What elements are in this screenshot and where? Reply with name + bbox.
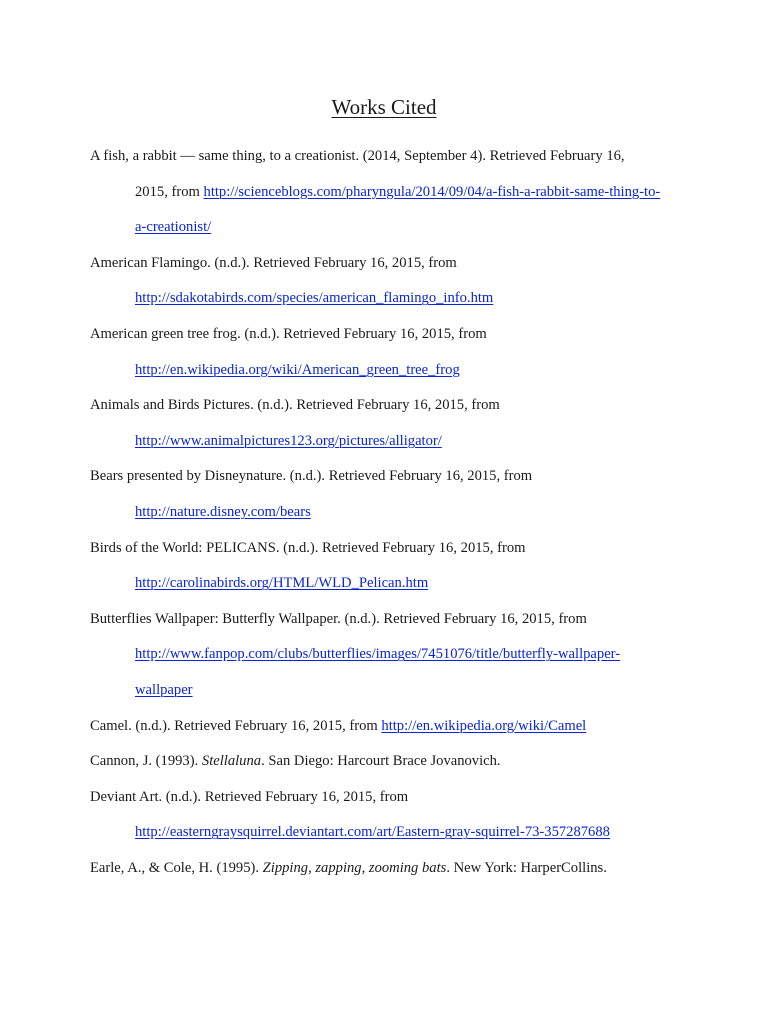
citation-text: American Flamingo. (n.d.). Retrieved February 16, 2015, from xyxy=(90,254,457,271)
citation-entry xyxy=(90,388,690,459)
citation-line xyxy=(135,210,690,246)
citation-link-continued[interactable]: a-creationist/ xyxy=(135,219,212,236)
citation-title-italic: Stellaluna xyxy=(201,753,262,770)
citation-link[interactable]: http://www.fanpop.com/clubs/butterflies/images/7451076/title/butterfly-wallpaper- xyxy=(135,646,621,663)
citation-text: Deviant Art. (n.d.). Retrieved February 16, 2015, from xyxy=(90,788,409,805)
citation-line xyxy=(90,851,690,887)
citation-link-continued[interactable]: wallpaper xyxy=(135,681,193,698)
citation-entry xyxy=(90,139,690,246)
works-cited-list xyxy=(90,139,690,886)
citation-link[interactable]: http://www.animalpictures123.org/pictures/alligator/ xyxy=(135,432,442,449)
citation-link[interactable]: http://scienceblogs.com/pharyngula/2014/09/04/a-fish-a-rabbit-same-thing-to- xyxy=(203,183,661,200)
citation-link[interactable]: http://sdakotabirds.com/species/american_flamingo_info.htm xyxy=(135,290,494,307)
citation-text: . New York: HarperCollins. xyxy=(446,859,607,876)
citation-entry xyxy=(90,744,690,780)
citation-text: Butterflies Wallpaper: Butterfly Wallpaper. (n.d.). Retrieved February 16, 2015, from xyxy=(90,610,587,627)
citation-text: Bears presented by Disneynature. (n.d.). Retrieved February 16, 2015, from xyxy=(90,468,533,485)
citation-entry xyxy=(90,246,690,317)
citation-entry xyxy=(90,851,690,887)
citation-entry xyxy=(90,459,690,530)
citation-line xyxy=(135,495,690,531)
citation-link[interactable]: http://carolinabirds.org/HTML/WLD_Pelican.htm xyxy=(135,575,429,592)
citation-link[interactable]: http://en.wikipedia.org/wiki/American_green_tree_frog xyxy=(135,361,460,378)
citation-text: 2015, from xyxy=(135,183,204,200)
citation-entry xyxy=(90,709,690,745)
citation-line xyxy=(135,424,690,460)
citation-line xyxy=(135,673,690,709)
citation-link[interactable]: http://nature.disney.com/bears xyxy=(135,503,311,520)
citation-link[interactable]: http://easterngraysquirrel.deviantart.com/art/Eastern-gray-squirrel-73-357287688 xyxy=(135,824,610,841)
citation-line xyxy=(135,353,690,389)
citation-entry xyxy=(90,780,690,851)
citation-text: Animals and Birds Pictures. (n.d.). Retrieved February 16, 2015, from xyxy=(90,397,500,414)
citation-line xyxy=(135,566,690,602)
citation-text: . San Diego: Harcourt Brace Jovanovich. xyxy=(261,753,501,770)
citation-text: Camel. (n.d.). Retrieved February 16, 2015, from xyxy=(90,717,382,734)
citation-text: A fish, a rabbit — same thing, to a creationist. (2014, September 4). Retrieved February 16, xyxy=(90,148,625,164)
citation-entry xyxy=(90,531,690,602)
citation-text: Earle, A., & Cole, H. (1995). xyxy=(90,859,263,876)
citation-line xyxy=(135,815,690,851)
citation-entry xyxy=(90,317,690,388)
citation-text: Cannon, J. (1993). xyxy=(90,753,202,770)
citation-line xyxy=(135,175,690,211)
citation-line xyxy=(90,709,690,745)
citation-title-italic: Zipping, zapping, zooming bats xyxy=(262,859,447,876)
citation-line xyxy=(135,281,690,317)
citation-text: American green tree frog. (n.d.). Retrieved February 16, 2015, from xyxy=(90,325,487,342)
page-title: Works Cited xyxy=(331,95,437,119)
citation-text: Birds of the World: PELICANS. (n.d.). Retrieved February 16, 2015, from xyxy=(90,539,526,556)
citation-line xyxy=(135,637,690,673)
citation-line xyxy=(90,744,690,780)
citation-link[interactable]: http://en.wikipedia.org/wiki/Camel xyxy=(381,717,587,734)
citation-entry xyxy=(90,602,690,709)
